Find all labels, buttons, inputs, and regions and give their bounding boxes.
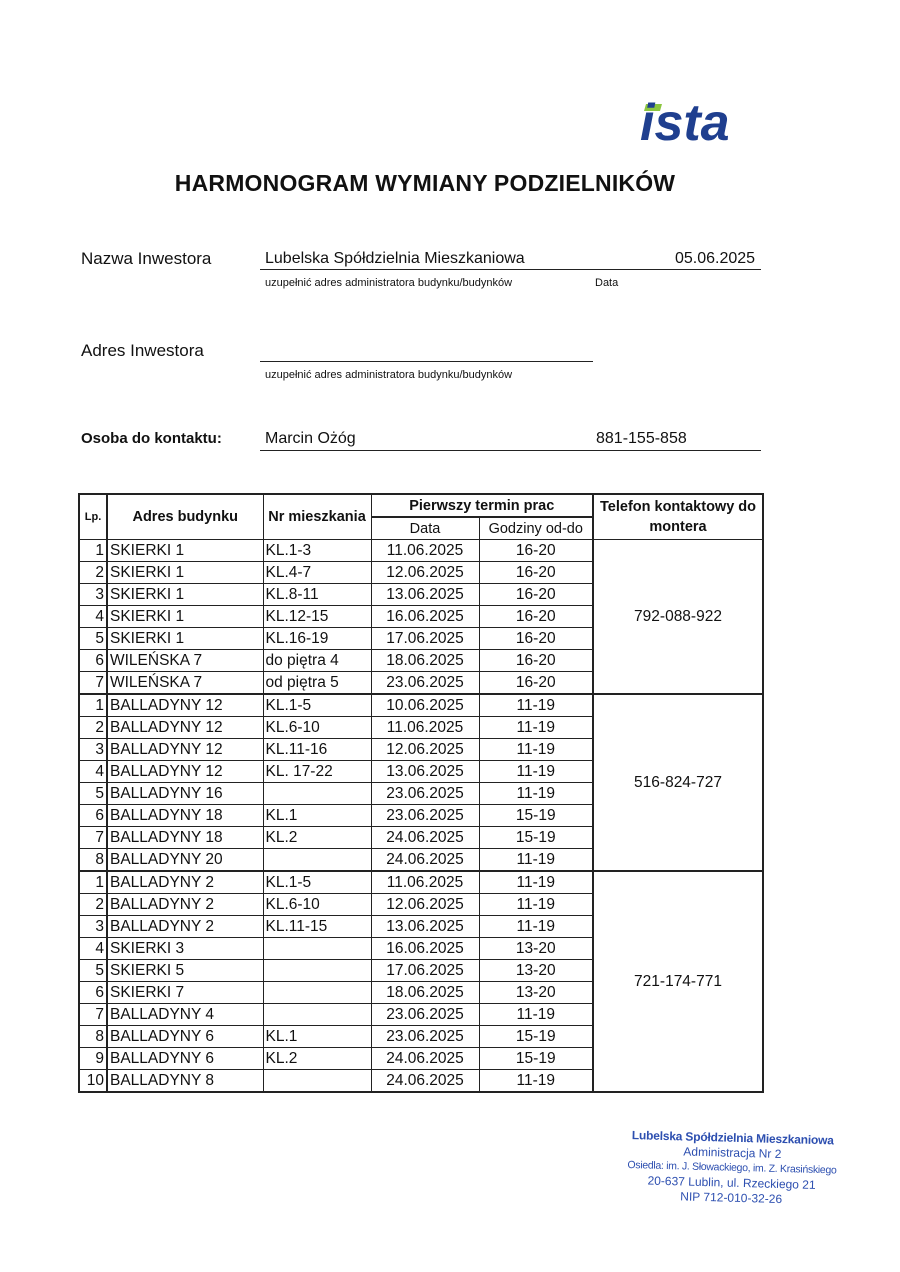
apartment-cell: KL.16-19 [263,628,371,650]
address-cell: BALLADYNY 12 [107,694,263,717]
date-cell: 17.06.2025 [371,960,479,982]
contact-underline [260,450,761,451]
address-cell: WILEŃSKA 7 [107,672,263,695]
apartment-cell: KL.2 [263,827,371,849]
stamp-line-5: NIP 712-010-32-26 [680,1189,783,1207]
hours-cell: 11-19 [479,739,593,761]
hours-cell: 11-19 [479,894,593,916]
address-cell: SKIERKI 1 [107,562,263,584]
header-date: Data [371,517,479,540]
apartment-cell: KL.1 [263,805,371,827]
row-number-cell: 9 [79,1048,107,1070]
stamp-line-3: Osiedla: im. J. Słowackiego, im. Z. Krasińskiego [627,1159,837,1177]
address-cell: BALLADYNY 20 [107,849,263,872]
logo-text: ista [640,94,730,152]
date-cell: 12.06.2025 [371,739,479,761]
row-number-cell: 7 [79,1004,107,1026]
apartment-cell [263,849,371,872]
date-cell: 24.06.2025 [371,1070,479,1093]
row-number-cell: 4 [79,761,107,783]
hours-cell: 11-19 [479,916,593,938]
row-number-cell: 4 [79,606,107,628]
date-cell: 24.06.2025 [371,827,479,849]
apartment-cell: KL.2 [263,1048,371,1070]
date-label: Data [595,277,619,289]
hours-cell: 16-20 [479,672,593,695]
date-cell: 16.06.2025 [371,606,479,628]
hours-cell: 15-19 [479,1026,593,1048]
address-cell: BALLADYNY 18 [107,805,263,827]
document-date-value: 05.06.2025 [675,250,756,267]
schedule-table [78,493,764,1093]
row-number-cell: 3 [79,739,107,761]
hours-cell: 16-20 [479,540,593,562]
row-number-cell: 7 [79,827,107,849]
hours-cell: 11-19 [479,1004,593,1026]
stamp-line-4: 20-637 Lublin, ul. Rzeckiego 21 [647,1173,816,1192]
fitter-phone-cell: 721-174-771 [593,871,763,1092]
apartment-cell [263,783,371,805]
date-cell: 18.06.2025 [371,650,479,672]
row-number-cell: 5 [79,960,107,982]
header-first-term: Pierwszy termin prac [371,494,593,517]
hours-cell: 15-19 [479,827,593,849]
address-cell: BALLADYNY 8 [107,1070,263,1093]
row-number-cell: 6 [79,982,107,1004]
apartment-cell: KL.6-10 [263,894,371,916]
date-cell: 23.06.2025 [371,783,479,805]
address-cell: BALLADYNY 2 [107,871,263,894]
address-cell: BALLADYNY 12 [107,717,263,739]
hours-cell: 16-20 [479,606,593,628]
stamp-line-1: Lubelska Spółdzielnia Mieszkaniowa [631,1128,834,1148]
date-cell: 24.06.2025 [371,849,479,872]
address-cell: SKIERKI 1 [107,628,263,650]
address-cell: BALLADYNY 6 [107,1026,263,1048]
table-row [79,694,763,717]
date-cell: 17.06.2025 [371,628,479,650]
hours-cell: 11-19 [479,694,593,717]
apartment-cell [263,960,371,982]
row-number-cell: 2 [79,894,107,916]
table-row [79,871,763,894]
apartment-cell: KL. 17-22 [263,761,371,783]
investor-address-label: Adres Inwestora [81,341,204,360]
fitter-phone-cell: 516-824-727 [593,694,763,871]
apartment-cell: KL.6-10 [263,717,371,739]
header-apartment: Nr mieszkania [263,494,371,540]
hours-cell: 15-19 [479,805,593,827]
ista-logo [640,92,760,152]
apartment-cell: KL.11-15 [263,916,371,938]
hours-cell: 11-19 [479,717,593,739]
row-number-cell: 7 [79,672,107,695]
table-row [79,540,763,562]
hours-cell: 11-19 [479,871,593,894]
administration-stamp [626,1128,838,1208]
investor-name-value: Lubelska Spółdzielnia Mieszkaniowa [265,250,525,267]
address-cell: BALLADYNY 12 [107,761,263,783]
row-number-cell: 6 [79,650,107,672]
apartment-cell [263,1004,371,1026]
hours-cell: 16-20 [479,584,593,606]
hours-cell: 13-20 [479,960,593,982]
investor-name-label: Nazwa Inwestora [81,249,212,268]
page-title: HARMONOGRAM WYMIANY PODZIELNIKÓW [174,170,676,196]
apartment-cell: KL.11-16 [263,739,371,761]
header-phone: Telefon kontaktowy do montera [593,494,763,540]
date-cell: 23.06.2025 [371,672,479,695]
date-cell: 23.06.2025 [371,1004,479,1026]
address-cell: BALLADYNY 2 [107,894,263,916]
date-cell: 24.06.2025 [371,1048,479,1070]
apartment-cell: KL.8-11 [263,584,371,606]
contact-person-name: Marcin Ożóg [265,430,356,447]
apartment-cell: KL.4-7 [263,562,371,584]
address-cell: SKIERKI 1 [107,584,263,606]
date-cell: 13.06.2025 [371,761,479,783]
address-cell: BALLADYNY 6 [107,1048,263,1070]
address-cell: BALLADYNY 18 [107,827,263,849]
date-cell: 13.06.2025 [371,916,479,938]
hours-cell: 11-19 [479,1070,593,1093]
row-number-cell: 1 [79,540,107,562]
address-cell: BALLADYNY 4 [107,1004,263,1026]
apartment-cell: KL.1 [263,1026,371,1048]
row-number-cell: 3 [79,916,107,938]
row-number-cell: 1 [79,871,107,894]
address-cell: BALLADYNY 12 [107,739,263,761]
hours-cell: 16-20 [479,628,593,650]
address-cell: SKIERKI 3 [107,938,263,960]
row-number-cell: 10 [79,1070,107,1093]
apartment-cell: KL.1-5 [263,694,371,717]
apartment-cell [263,982,371,1004]
apartment-cell: od piętra 5 [263,672,371,695]
hours-cell: 13-20 [479,982,593,1004]
address-cell: WILEŃSKA 7 [107,650,263,672]
date-cell: 12.06.2025 [371,894,479,916]
apartment-cell: KL.12-15 [263,606,371,628]
date-cell: 10.06.2025 [371,694,479,717]
header-hours: Godziny od-do [479,517,593,540]
address-cell: BALLADYNY 2 [107,916,263,938]
contact-person-phone: 881-155-858 [596,430,687,447]
row-number-cell: 6 [79,805,107,827]
row-number-cell: 5 [79,628,107,650]
investor-name-hint: uzupełnić adres administratora budynku/budynków [265,277,513,289]
fitter-phone-cell: 792-088-922 [593,540,763,695]
header-lp: Lp. [79,494,107,540]
address-cell: SKIERKI 7 [107,982,263,1004]
date-cell: 23.06.2025 [371,805,479,827]
date-cell: 11.06.2025 [371,717,479,739]
hours-cell: 11-19 [479,761,593,783]
hours-cell: 11-19 [479,783,593,805]
apartment-cell: KL.1-3 [263,540,371,562]
apartment-cell: do piętra 4 [263,650,371,672]
apartment-cell: KL.1-5 [263,871,371,894]
hours-cell: 16-20 [479,562,593,584]
address-cell: BALLADYNY 16 [107,783,263,805]
address-cell: SKIERKI 1 [107,606,263,628]
schedule-table-body [79,540,763,1093]
hours-cell: 15-19 [479,1048,593,1070]
apartment-cell [263,938,371,960]
row-number-cell: 5 [79,783,107,805]
hours-cell: 16-20 [479,650,593,672]
date-cell: 16.06.2025 [371,938,479,960]
row-number-cell: 4 [79,938,107,960]
date-cell: 11.06.2025 [371,540,479,562]
date-cell: 18.06.2025 [371,982,479,1004]
contact-person-label: Osoba do kontaktu: [81,430,222,447]
row-number-cell: 1 [79,694,107,717]
address-cell: SKIERKI 1 [107,540,263,562]
row-number-cell: 3 [79,584,107,606]
investor-address-underline [260,361,593,362]
header-address: Adres budynku [107,494,263,540]
investor-address-hint: uzupełnić adres administratora budynku/budynków [265,369,513,381]
row-number-cell: 8 [79,1026,107,1048]
apartment-cell [263,1070,371,1093]
address-cell: SKIERKI 5 [107,960,263,982]
date-cell: 11.06.2025 [371,871,479,894]
row-number-cell: 2 [79,717,107,739]
date-cell: 12.06.2025 [371,562,479,584]
investor-name-underline [260,269,761,270]
hours-cell: 13-20 [479,938,593,960]
stamp-line-2: Administracja Nr 2 [683,1144,782,1162]
date-cell: 13.06.2025 [371,584,479,606]
hours-cell: 11-19 [479,849,593,872]
row-number-cell: 2 [79,562,107,584]
date-cell: 23.06.2025 [371,1026,479,1048]
row-number-cell: 8 [79,849,107,872]
